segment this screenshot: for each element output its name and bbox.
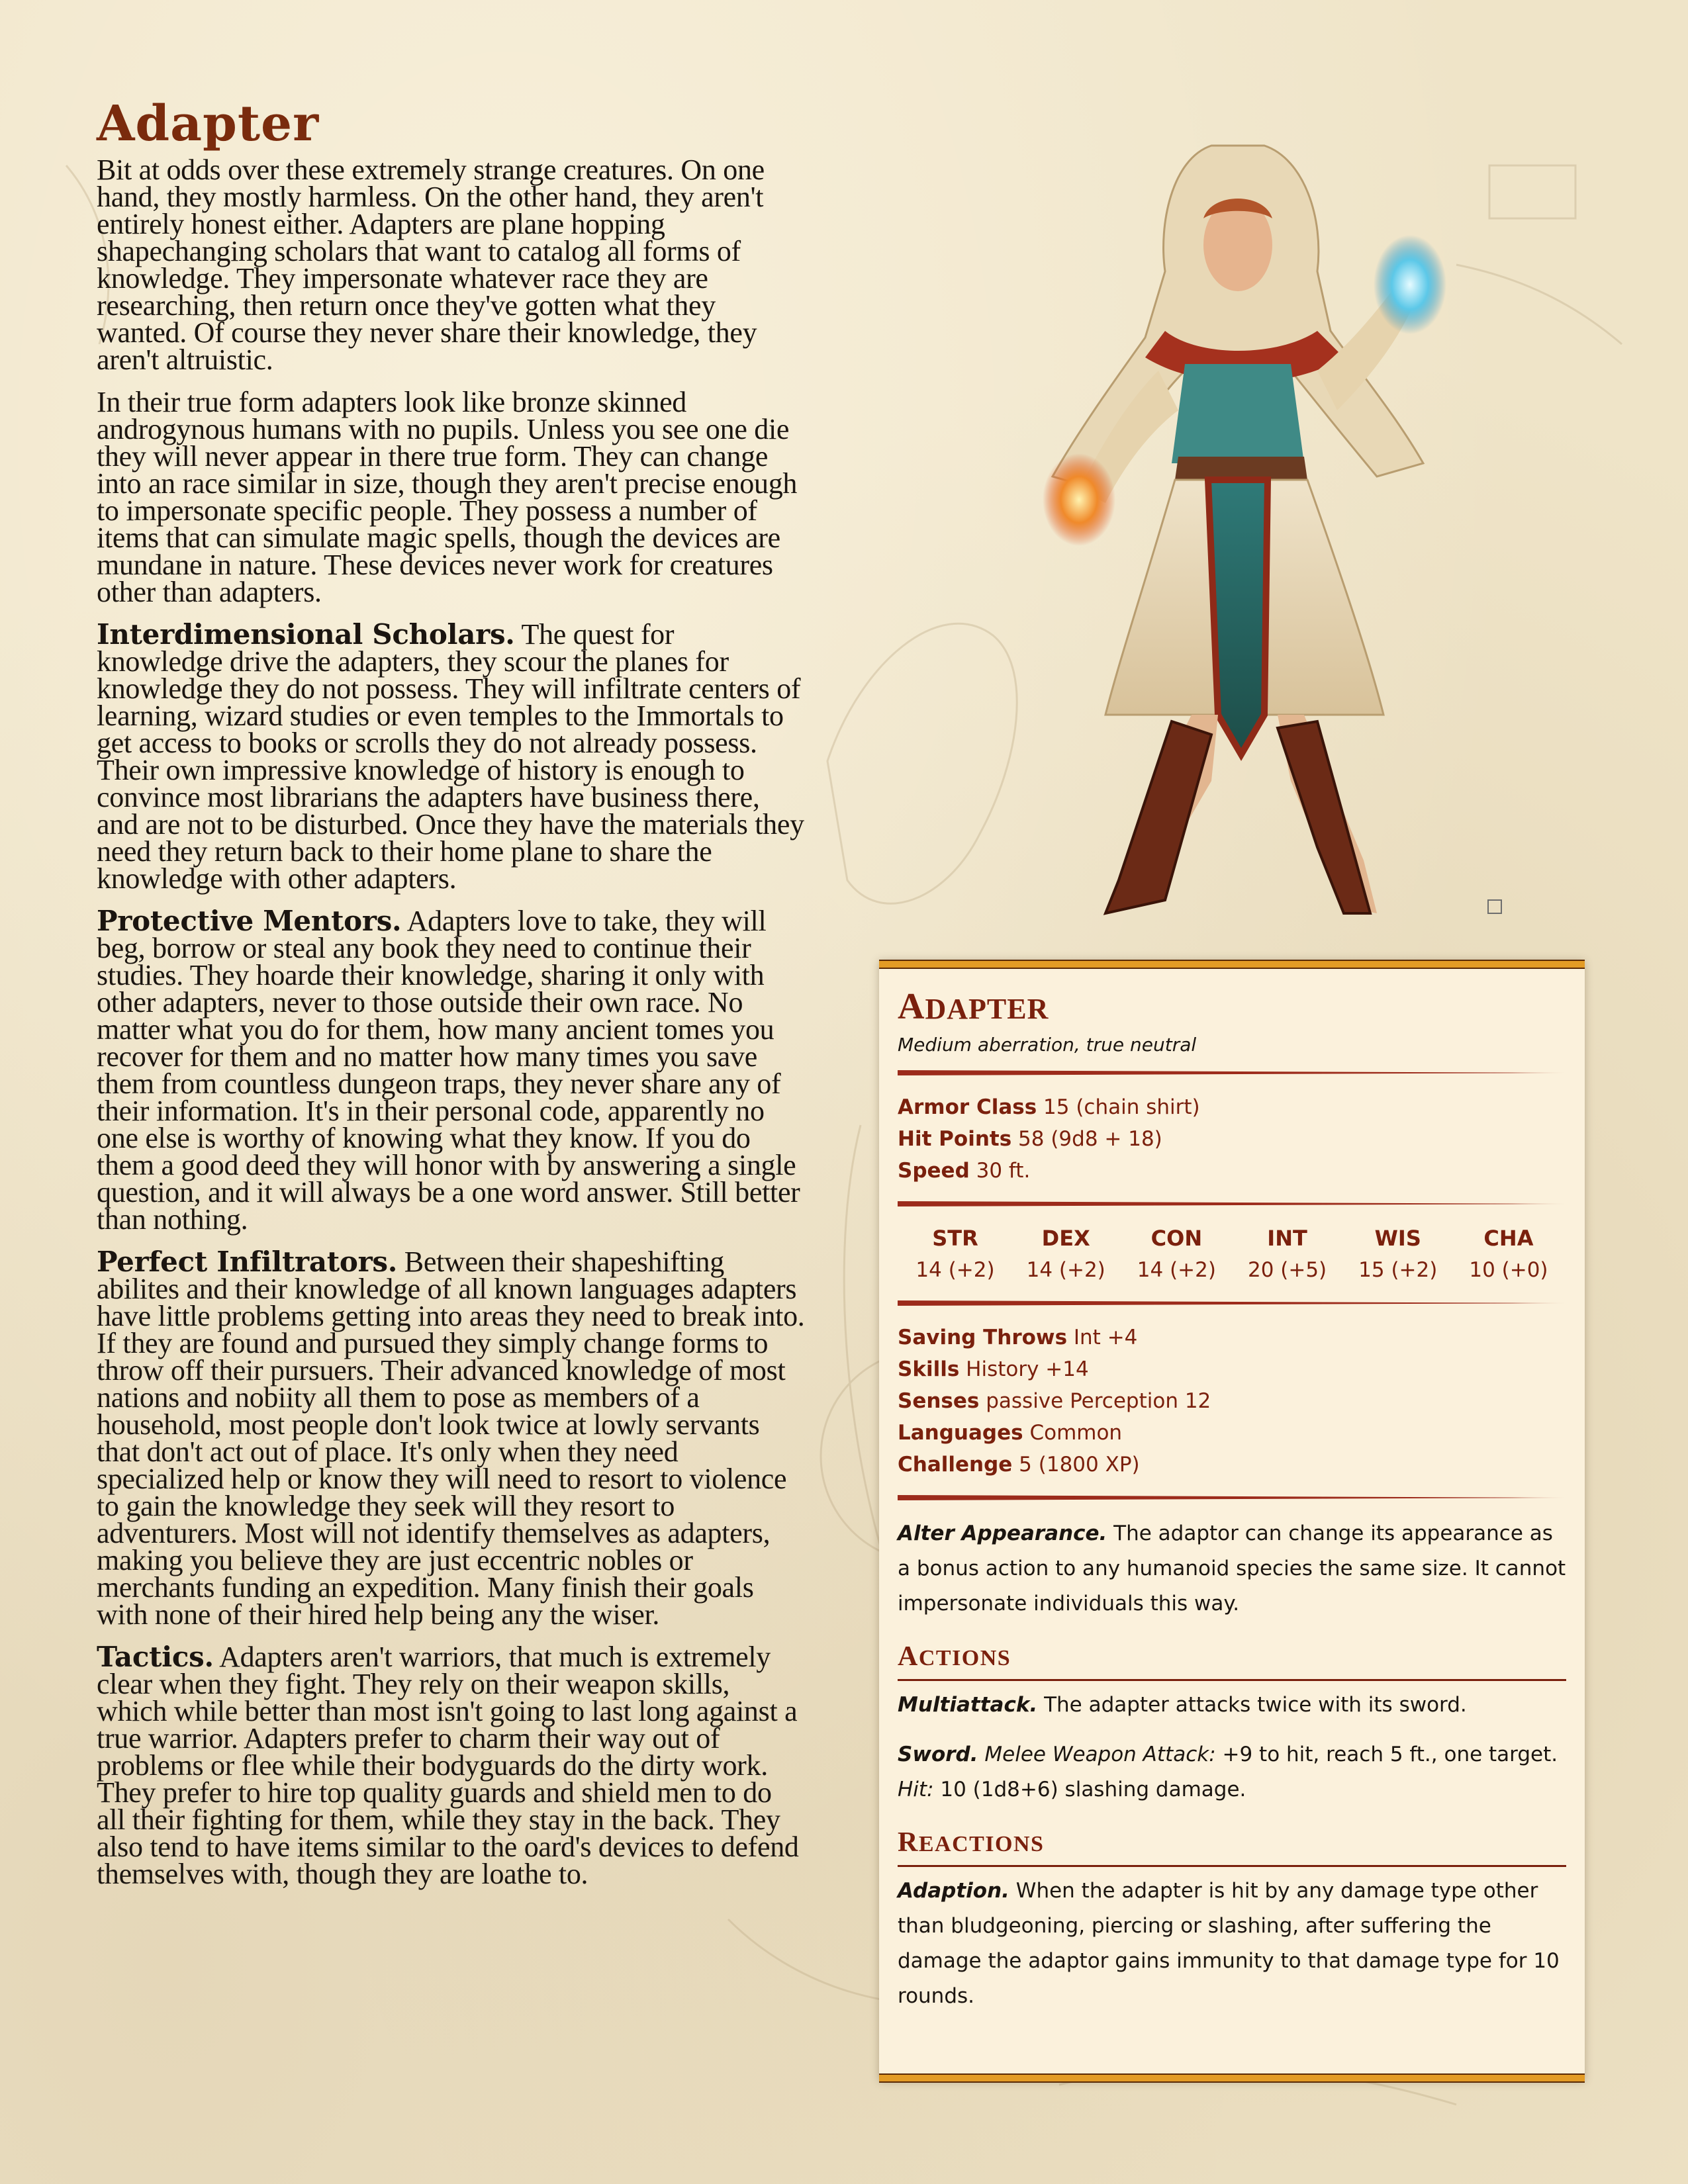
ability-name: WIS xyxy=(1374,1226,1421,1251)
senses-value: passive Perception 12 xyxy=(986,1389,1211,1413)
skills-value: History +14 xyxy=(966,1357,1089,1381)
saving-throws-value: Int +4 xyxy=(1073,1326,1138,1349)
ability-value: 15 (+2) xyxy=(1358,1258,1438,1282)
stat-block-content xyxy=(898,986,1566,2028)
paragraph-lead: Perfect Infiltrators. xyxy=(97,1246,398,1278)
trait-alter-appearance xyxy=(898,1516,1566,1621)
wizard-illustration xyxy=(947,119,1542,940)
skills-label: Skills xyxy=(898,1357,960,1381)
skills xyxy=(898,1353,1566,1385)
page-title: Adapter xyxy=(97,95,320,152)
appearance-paragraph xyxy=(97,388,805,606)
actions-heading-rest: CTIONS xyxy=(918,1646,1011,1670)
ability-con xyxy=(1127,1222,1226,1286)
languages xyxy=(898,1417,1566,1449)
ability-value: 14 (+2) xyxy=(1026,1258,1105,1282)
main-text-column xyxy=(97,95,805,1903)
action-name: Sword. xyxy=(898,1743,978,1766)
reaction-name: Adaption. xyxy=(898,1879,1009,1903)
ability-scores xyxy=(898,1222,1566,1286)
languages-value: Common xyxy=(1029,1421,1123,1445)
mentors-paragraph xyxy=(97,905,805,1236)
challenge xyxy=(898,1449,1566,1480)
stat-block-top-bar xyxy=(879,960,1585,969)
saving-throws-label: Saving Throws xyxy=(898,1326,1068,1349)
scholars-paragraph xyxy=(97,618,805,895)
action-text: The adapter attacks twice with its sword. xyxy=(1037,1693,1467,1717)
divider xyxy=(898,1201,1566,1206)
paragraph-lead: Tactics. xyxy=(97,1641,214,1673)
reaction-adaption xyxy=(898,1874,1566,2014)
ability-value: 20 (+5) xyxy=(1247,1258,1327,1282)
paragraph-text: Adapters love to take, they will beg, borrow or steal any book they need to continue their studies. They hoarde their knowledge, sharing it only with other adapters, never to those outside their own race. No matter what you do for them, how many ancient tomes you recover for them and no matter how many times you save them from countless dungeon traps, they never share any of their information. It's in their personal code, apparently no one else is worthy of knowing what they know. If you do them a good deed they will honor with by answering a single question, and it will always be a one word answer. Still better than nothing. xyxy=(97,905,800,1236)
paragraph-text: In their true form adapters look like bronze skinned androgynous humans with no pupils. Unless you see one die they will never appear in there true form. They can change into an race similar in size, though they aren't precise enough to impersonate specific people. They possess a number of items that can simulate magic spells, though the devices are mundane in nature. These devices never work for creatures other than adapters. xyxy=(97,386,798,608)
divider xyxy=(898,1495,1566,1500)
creature-name-initial: A xyxy=(898,986,925,1027)
stat-block xyxy=(879,961,1585,2081)
ability-int xyxy=(1238,1222,1337,1286)
armor-class-label: Armor Class xyxy=(898,1095,1037,1119)
ability-name: DEX xyxy=(1041,1226,1090,1251)
hit-label: Hit: xyxy=(898,1778,934,1801)
challenge-value: 5 (1800 XP) xyxy=(1019,1453,1140,1477)
intro-paragraph xyxy=(97,154,805,376)
action-multiattack xyxy=(898,1688,1566,1723)
stat-block-bottom-bar xyxy=(879,2073,1585,2083)
reactions-heading-rest: EACTIONS xyxy=(918,1832,1045,1856)
speed-value: 30 ft. xyxy=(976,1159,1031,1183)
infiltrators-paragraph xyxy=(97,1246,805,1631)
ability-name: CON xyxy=(1150,1226,1203,1251)
ability-dex xyxy=(1016,1222,1115,1286)
speed-label: Speed xyxy=(898,1159,970,1183)
paragraph-lead: Interdimensional Scholars. xyxy=(97,618,515,651)
reactions-heading-initial: R xyxy=(898,1827,919,1858)
attack-text: +9 to hit, reach 5 ft., one target. xyxy=(1215,1743,1558,1766)
ability-name: STR xyxy=(932,1226,978,1251)
ability-value: 10 (+0) xyxy=(1469,1258,1548,1282)
actions-heading xyxy=(898,1640,1566,1681)
creature-name xyxy=(898,986,1566,1030)
action-name: Multiattack. xyxy=(898,1693,1038,1717)
hit-points-value: 58 (9d8 + 18) xyxy=(1018,1127,1162,1151)
challenge-label: Challenge xyxy=(898,1453,1013,1477)
ability-name: CHA xyxy=(1483,1226,1534,1251)
action-sword xyxy=(898,1737,1566,1807)
divider xyxy=(898,1070,1566,1075)
ability-value: 14 (+2) xyxy=(1137,1258,1216,1282)
reaction-text: When the adapter is hit by any damage type other than bludgeoning, piercing or slashing, after suffering the damage the adaptor gains immunity to that damage type for 10 rounds. xyxy=(898,1879,1560,2008)
languages-label: Languages xyxy=(898,1421,1023,1445)
actions-heading-initial: A xyxy=(898,1641,919,1672)
ability-value: 14 (+2) xyxy=(915,1258,995,1282)
hit-points xyxy=(898,1123,1566,1155)
speed xyxy=(898,1155,1566,1187)
armor-class-value: 15 (chain shirt) xyxy=(1043,1095,1200,1119)
senses-label: Senses xyxy=(898,1389,980,1413)
senses xyxy=(898,1385,1566,1417)
paragraph-lead: Protective Mentors. xyxy=(97,905,402,937)
saving-throws xyxy=(898,1322,1566,1353)
trait-name: Alter Appearance. xyxy=(898,1522,1107,1545)
tactics-paragraph xyxy=(97,1643,805,1888)
ability-name: INT xyxy=(1267,1226,1307,1251)
ability-wis xyxy=(1348,1222,1448,1286)
paragraph-text: Between their shapeshifting abilites and their knowledge of all known languages adapters have little problems getting into areas they need to break into. If they are found and pursued they simply change forms to throw off their pursuers. Their advanced knowledge of most nations and nobiity all them to pose as members of a household, most people don't look twice at lowly servants that don't act out of place. It's only when they need specialized help or know they will need to resort to violence to gain the knowledge they seek will they resort to adventurers. Most will not identify themselves as adapters, making you believe they are just eccentric nobles or merchants funding an expedition. Many finish their goals with none of their hired help being any the wiser. xyxy=(97,1246,805,1631)
creature-type: Medium aberration, true neutral xyxy=(898,1034,1197,1056)
creature-name-rest: DAPTER xyxy=(925,993,1049,1025)
ability-str xyxy=(906,1222,1005,1286)
hit-points-label: Hit Points xyxy=(898,1127,1012,1151)
trait-text: The adaptor can change its appearance as a bonus action to any humanoid species the same size. It cannot impersonate individuals this way. xyxy=(898,1522,1566,1615)
ability-cha xyxy=(1459,1222,1558,1286)
paragraph-text: Bit at odds over these extremely strange creatures. On one hand, they mostly harmless. On the other hand, they aren't entirely honest either. Adapters are plane hopping shapechanging scholars that want to catalog all forms of knowledge. They impersonate whatever race they are researching, then return once they've gotten what they wanted. Of course they never share their knowledge, they aren't altruistic. xyxy=(97,154,765,376)
paragraph-text: Adapters aren't warriors, that much is extremely clear when they fight. They rely on their weapon skills, which while better than most isn't going to last long against a true warrior. Adapters prefer to charm their way out of problems or flee while their bodyguards do the dirty work. They prefer to hire top quality guards and shield men to do all their fighting for them, while they stay in the back. They also tend to have items similar to the oard's devices to defend themselves with, though they are loathe to. xyxy=(97,1641,799,1890)
attack-type: Melee Weapon Attack: xyxy=(978,1743,1216,1766)
reactions-heading xyxy=(898,1826,1566,1867)
divider xyxy=(898,1300,1566,1306)
armor-class xyxy=(898,1091,1566,1123)
paragraph-text: The quest for knowledge drive the adapters, they scour the planes for knowledge they do not possess. They will infiltrate centers of learning, wizard studies or even temples to the Immortals to get access to books or scrolls they do not already possess. Their own impressive knowledge of history is enough to convince most librarians the adapters have business there, and are not to be disturbed. Once they have the materials they need they return back to their home plane to share the knowledge with other adapters. xyxy=(97,618,804,895)
hit-text: 10 (1d8+6) slashing damage. xyxy=(933,1778,1246,1801)
